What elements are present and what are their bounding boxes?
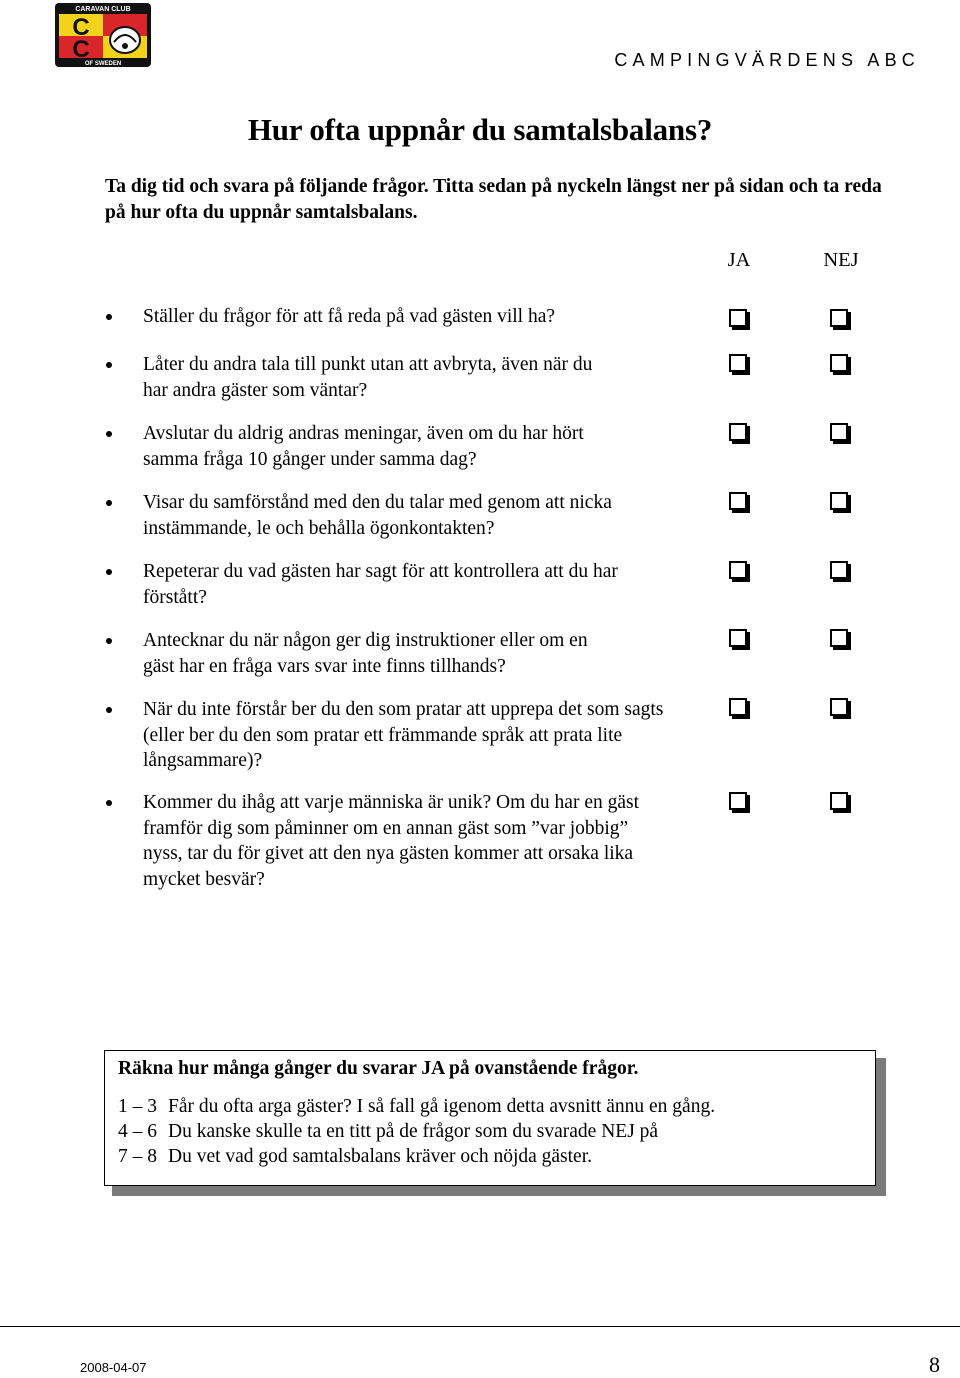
question-text: Kommer du ihåg att varje människa är unik? Om du har en gäst framför dig som påminner om en annan gäst som ”var jobbig” nyss, tar du för givet att den nya gästen kommer att orsaka lika mycket besvär? (143, 792, 640, 890)
checkbox-yes[interactable] (729, 792, 747, 810)
question-text: Antecknar du när någon ger dig instruktioner eller om en gäst har en fråga vars svar inte finns tillhands? (143, 630, 588, 677)
column-header-no: NEJ (823, 249, 859, 271)
question-text: När du inte förstår ber du den som pratar att upprepa det som sagts (eller ber du den som pratar ett främmande språk att prata lite långsammare)? (143, 699, 664, 771)
question-text: Repeterar du vad gästen har sagt för att kontrollera att du har förstått? (143, 561, 618, 608)
svg-text:C: C (72, 14, 90, 41)
logo-text-bottom: OF SWEDEN (84, 61, 122, 67)
score-range: 1 – 3 (118, 1096, 157, 1117)
checkbox-no[interactable] (830, 423, 848, 441)
checkbox-yes[interactable] (729, 698, 747, 716)
checkbox-no[interactable] (830, 629, 848, 647)
question-text: Visar du samförstånd med den du talar med genom att nicka instämmande, le och behålla ögonkontakten? (143, 492, 612, 539)
footer-date: 2008-04-07 (80, 1360, 147, 1375)
score-range: 4 – 6 (118, 1121, 157, 1142)
column-header-yes: JA (727, 249, 751, 271)
checkbox-yes[interactable] (729, 423, 747, 441)
score-row (118, 1121, 658, 1146)
svg-text:C: C (72, 36, 90, 63)
checkbox-no[interactable] (830, 698, 848, 716)
checkbox-yes[interactable] (729, 561, 747, 579)
logo-text-top: CARAVAN CLUB (75, 6, 131, 13)
score-text: Får du ofta arga gäster? I så fall gå igenom detta avsnitt ännu en gång. (168, 1096, 716, 1117)
score-range: 7 – 8 (118, 1146, 157, 1167)
checkbox-no[interactable] (830, 354, 848, 372)
checkbox-no[interactable] (830, 561, 848, 579)
score-heading: Räkna hur många gånger du svarar JA på ovanstående frågor. (118, 1058, 639, 1079)
footer-divider (0, 1326, 960, 1327)
score-row (118, 1096, 715, 1121)
score-text: Du kanske skulle ta en titt på de frågor som du svarade NEJ på (168, 1121, 659, 1142)
checkbox-yes[interactable] (729, 354, 747, 372)
page-title: Hur ofta uppnår du samtalsbalans? (247, 112, 713, 147)
page-number: 8 (929, 1352, 940, 1377)
checkbox-no[interactable] (830, 492, 848, 510)
caravan-club-logo (54, 2, 152, 68)
checkbox-yes[interactable] (729, 492, 747, 510)
checkbox-no[interactable] (830, 792, 848, 810)
header-title: CAMPINGVÄRDENS ABC (614, 50, 920, 70)
score-row (118, 1146, 592, 1171)
checkbox-yes[interactable] (729, 629, 747, 647)
checkbox-no[interactable] (830, 309, 848, 327)
question-text: Låter du andra tala till punkt utan att avbryta, även när du har andra gäster som väntar? (143, 354, 593, 401)
checkbox-yes[interactable] (729, 309, 747, 327)
score-text: Du vet vad god samtalsbalans kräver och nöjda gäster. (168, 1146, 593, 1167)
intro-text: Ta dig tid och svara på följande frågor. Titta sedan på nyckeln längst ner på sidan och ta reda på hur ofta du uppnår samtalsbalans. (105, 176, 882, 223)
question-text: Avslutar du aldrig andras meningar, även om du har hört samma fråga 10 gånger under samma dag? (143, 423, 584, 470)
question-text: Ställer du frågor för att få reda på vad gästen vill ha? (143, 306, 556, 327)
